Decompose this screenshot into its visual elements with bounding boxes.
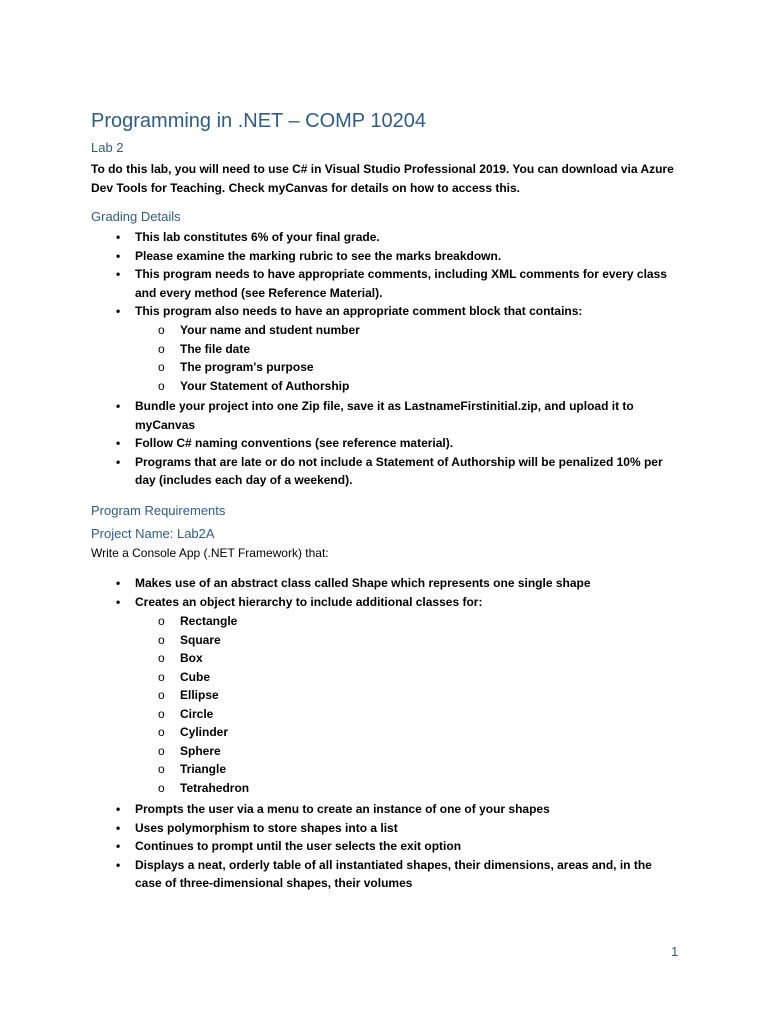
bullet-icon: • [116,436,121,450]
sub-bullet-icon: o [158,743,165,758]
sub-list-item: o Cylinder [0,723,630,742]
list-item: • Prompts the user via a menu to create an instance of one of your shapes [0,800,675,819]
sub-bullet-icon: o [158,688,165,702]
sub-bullet-icon: o [158,341,165,356]
sub-bullet-icon: o [158,706,165,721]
sub-list-item: o Circle [0,705,630,724]
sub-list-item: o Ellipse [0,686,630,705]
sub-bullet-icon: o [158,780,165,795]
list-item: • Bundle your project into one Zip file, save it as LastnameFirstinitial.zip, and upload it to myCanvas [116,399,634,432]
sub-list-item: o Your Statement of Authorship [0,377,630,396]
grading-list-continued [0,397,768,490]
sub-list-item: o Your name and student number [0,321,630,340]
list-item: • Uses polymorphism to store shapes into a list [0,819,675,838]
bullet-icon: • [116,267,121,281]
sub-bullet-icon: o [158,725,165,739]
sub-bullet-icon: o [158,378,165,393]
sub-bullet-icon: o [158,669,165,684]
bullet-icon: • [116,304,121,318]
grading-list [0,228,768,321]
sub-list-item: o Rectangle [0,612,630,631]
sub-list-item: o The program's purpose [0,358,630,377]
grading-heading: Grading Details [91,209,181,224]
sub-bullet-icon: o [158,651,165,665]
sub-bullet-icon: o [158,632,165,647]
bullet-icon: • [116,230,121,244]
requirements-heading: Program Requirements [91,503,226,518]
sub-bullet-icon: o [158,614,165,628]
requirements-list [0,574,768,611]
sub-bullet-icon: o [158,762,165,776]
requirements-list-continued [0,800,768,893]
list-item: • This program needs to have appropriate comments, including XML comments for every class and every method (see Reference Material). [116,267,667,300]
comment-block-list [0,321,768,395]
bullet-icon: • [116,839,121,853]
document-title: Programming in .NET – COMP 10204 [91,110,426,132]
list-item: • Displays a neat, orderly table of all instantiated shapes, their dimensions, areas and, in the case of three-dimensional shapes, their volumes [116,857,652,890]
page-number: 1 [671,944,679,959]
sub-bullet-icon: o [158,360,165,374]
list-item: • Creates an object hierarchy to include additional classes for: [0,593,675,612]
intro-paragraph: To do this lab, you will need to use C# in Visual Studio Professional 2019. You can download via Azure Dev Tools for Teaching. Check myCanvas for details on how to access this. [91,162,674,195]
bullet-icon: • [116,399,121,413]
sub-list-item: o Cube [0,668,630,687]
sub-list-item: o Triangle [0,760,630,779]
sub-list-item: o Sphere [0,742,630,761]
list-item: • Makes use of an abstract class called Shape which represents one single shape [0,574,675,593]
bullet-icon: • [116,454,121,469]
sub-list-item: o Tetrahedron [0,779,630,798]
lab-heading: Lab 2 [91,140,124,155]
list-item: • Follow C# naming conventions (see reference material). [0,434,675,453]
requirements-intro: Write a Console App (.NET Framework) that: [91,546,329,560]
bullet-icon: • [116,857,121,872]
list-item: • Programs that are late or do not include a Statement of Authorship will be penalized 10% per day (includes each day of a weekend). [116,454,663,487]
bullet-icon: • [116,802,121,816]
list-item: • Continues to prompt until the user selects the exit option [0,837,675,856]
sub-list-item: o The file date [0,340,630,359]
bullet-icon: • [116,594,121,609]
bullet-icon: • [116,576,121,590]
list-item: • This program also needs to have an appropriate comment block that contains: [0,302,675,321]
shape-classes-list [0,612,768,797]
sub-list-item: o Square [0,631,630,650]
bullet-icon: • [116,820,121,835]
sub-bullet-icon: o [158,323,165,337]
project-name: Project Name: Lab2A [91,526,215,541]
list-item: • Please examine the marking rubric to see the marks breakdown. [0,247,675,266]
sub-list-item: o Box [0,649,630,668]
list-item: • This lab constitutes 6% of your final grade. [0,228,675,247]
bullet-icon: • [116,248,121,263]
